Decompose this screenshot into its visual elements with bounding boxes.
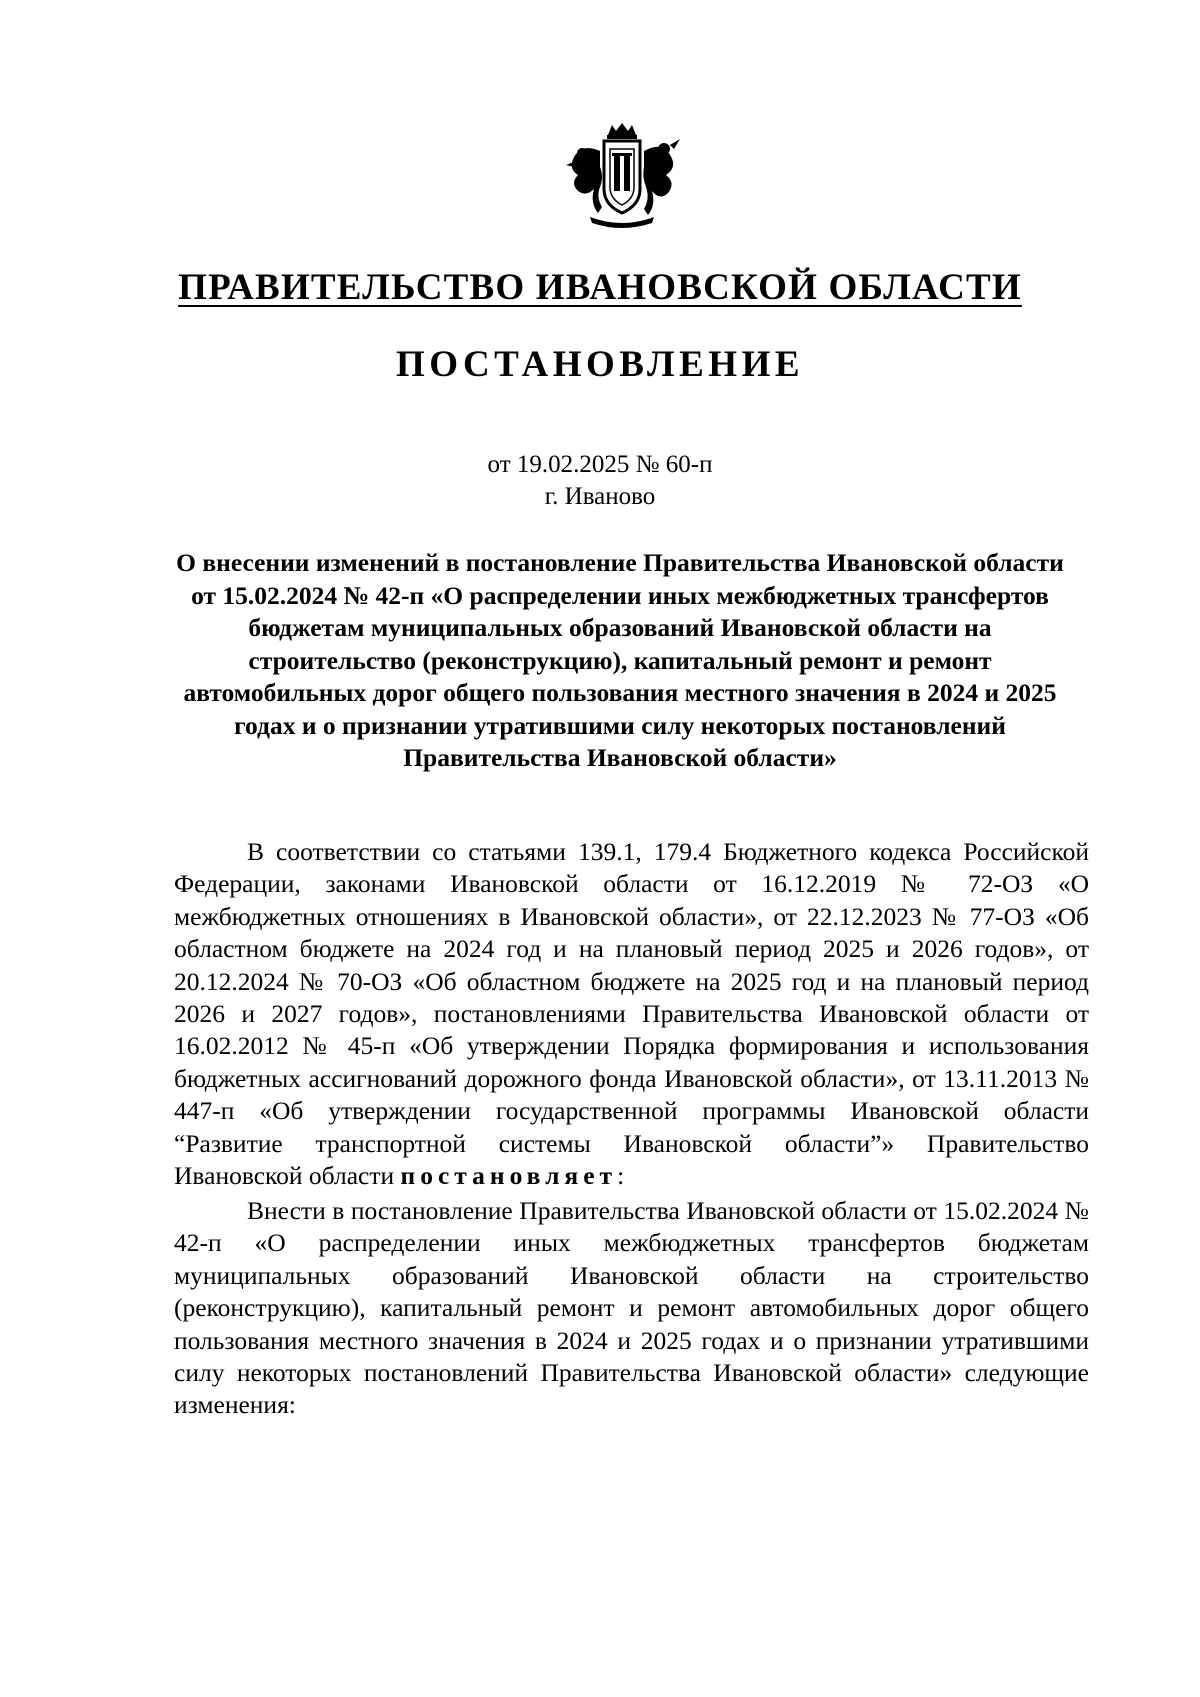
- preamble-end: :: [617, 1161, 625, 1191]
- document-city: г. Иваново: [544, 483, 656, 510]
- resolves-word: постановляет: [400, 1161, 618, 1191]
- document-subject: О внесении изменений в постановление Правительства Ивановской области от 15.02.2024 № 42-п «О распределении иных межбюджетных трансфертов бюджетам муниципальных образований Ивановской области на строительство (реконструкцию), капитальный ремонт и ремонт автомобильных дорог общего пользования местного значения в 2024 и 2025 годах и о признании утратившими силу некоторых постановлений Правительства Ивановской области»: [176, 548, 1064, 772]
- preamble-paragraph: [174, 836, 1089, 1192]
- document-type: ПОСТАНОВЛЕНИЕ: [395, 344, 805, 385]
- government-name-text: ПРАВИТЕЛЬСТВО ИВАНОВСКОЙ ОБЛАСТИ: [178, 267, 1022, 308]
- government-name: [0, 265, 1200, 311]
- document-date-number: от 19.02.2025 № 60-п: [487, 451, 713, 478]
- coat-of-arms-icon: [560, 121, 684, 231]
- resolution-paragraph: Внести в постановление Правительства Ивановской области от 15.02.2024 № 42-п «О распределении иных межбюджетных трансфертов бюджетам муниципальных образований Ивановской области на строительство (реконструкцию), капитальный ремонт и ремонт автомобильных дорог общего пользования местного значения в 2024 и 2025 годах и о признании утратившими силу некоторых постановлений Правительства Ивановской области» следующие изменения:: [174, 1196, 1089, 1420]
- preamble-text: В соответствии со статьями 139.1, 179.4 Бюджетного кодекса Российской Федерации, законами Ивановской области от 16.12.2019 № 72-ОЗ «О межбюджетных отношениях в Ивановской области», от 22.12.2023 № 77-ОЗ «Об областном бюджете на 2024 год и на плановый период 2025 и 2026 годов», от 20.12.2024 № 70-ОЗ «Об областном бюджете на 2025 год и на плановый период 2026 и 2027 годов», постановлениями Правительства Ивановской области от 16.02.2012 № 45-п «Об утверждении Порядка формирования и использования бюджетных ассигнований дорожного фонда Ивановской области», от 13.11.2013 № 447-п «Об утверждении государственной программы Ивановской области “Развитие транспортной системы Ивановской области”» Правительство Ивановской области: [174, 837, 1089, 1191]
